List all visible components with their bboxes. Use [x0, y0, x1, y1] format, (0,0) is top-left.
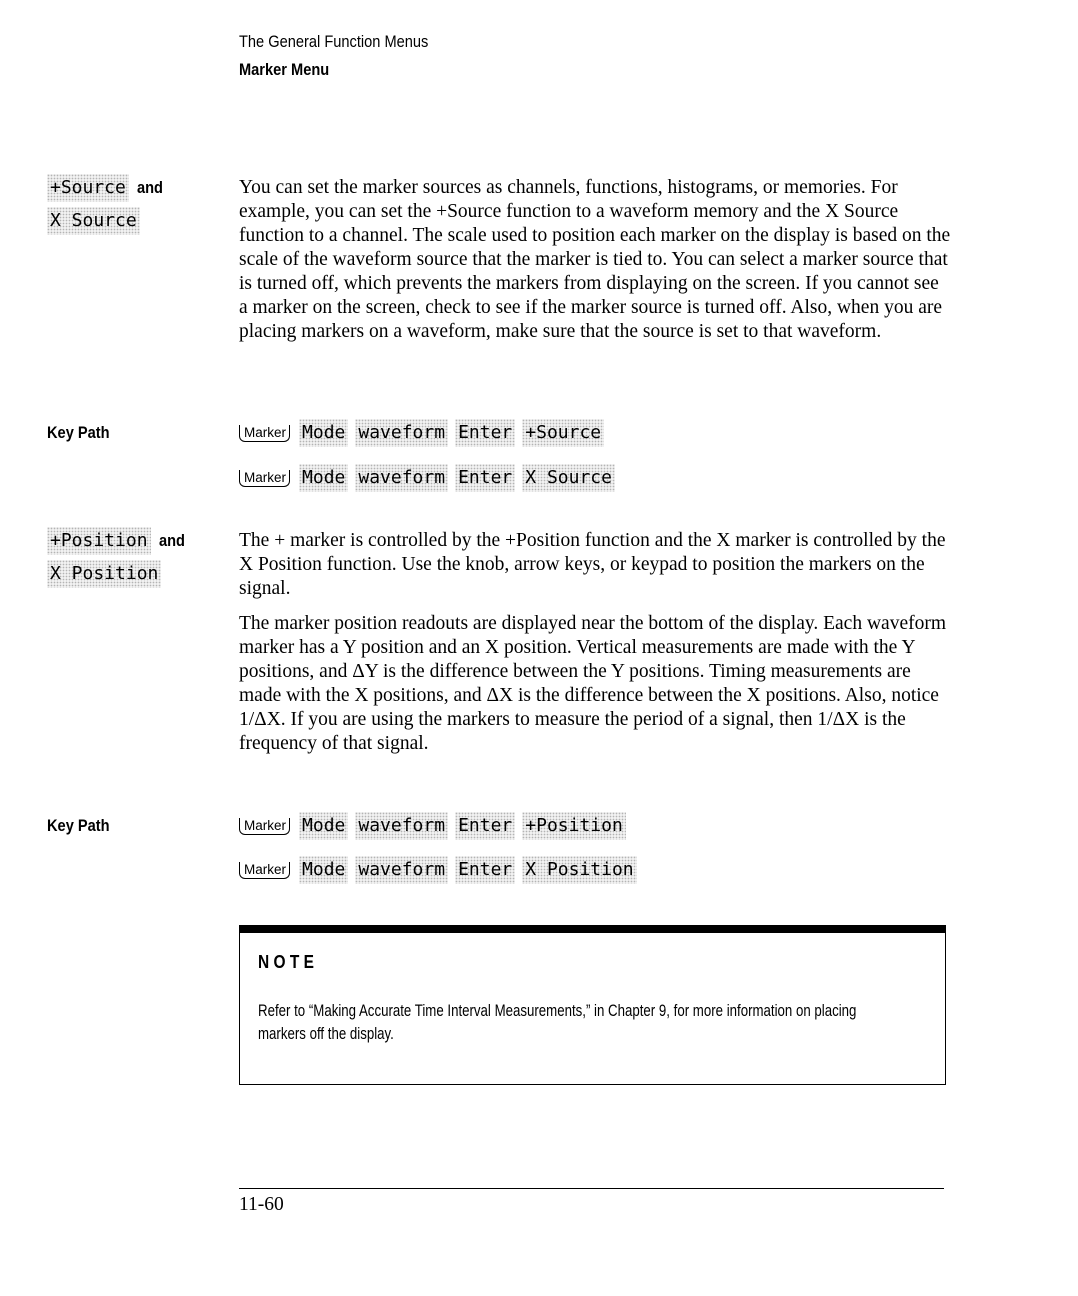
key-path-label: Key Path	[47, 816, 110, 835]
waveform-softkey[interactable]: waveform	[355, 419, 448, 447]
waveform-softkey[interactable]: waveform	[355, 464, 448, 492]
plus-source-softkey[interactable]: +Source	[47, 174, 129, 202]
note-box	[239, 925, 946, 1085]
waveform-softkey[interactable]: waveform	[355, 812, 448, 840]
footer-rule	[239, 1188, 944, 1189]
source-description: You can set the marker sources as channels, functions, histograms, or memories. For example, you can set the +Source function to a waveform memory and the X Source function to a channel. The scale used to position each marker on the display is based on the scale of the waveform source that the marker is tied to. You can select a marker source that is turned off, which prevents the markers from displaying on the screen. If you cannot see a marker on the screen, check to see if the marker source is turned off. Also, when you are placing markers on a waveform, make sure that the source is set to that waveform.	[239, 177, 951, 342]
key-path-row	[239, 856, 637, 884]
key-path-row	[239, 419, 604, 447]
x-position-softkey[interactable]: X Position	[47, 560, 161, 588]
x-position-softkey[interactable]: X Position	[522, 856, 636, 884]
mode-softkey[interactable]: Mode	[299, 419, 348, 447]
section-title: Marker Menu	[239, 60, 330, 79]
plus-position-softkey[interactable]: +Position	[47, 527, 151, 555]
and-word: and	[158, 531, 185, 550]
waveform-softkey[interactable]: waveform	[355, 856, 448, 884]
x-source-softkey[interactable]: X Source	[47, 207, 140, 235]
enter-softkey[interactable]: Enter	[455, 419, 515, 447]
plus-source-softkey[interactable]: +Source	[522, 419, 604, 447]
key-path-row	[239, 812, 626, 840]
marker-hardkey[interactable]: Marker	[239, 425, 290, 442]
position-label-group	[47, 527, 189, 555]
marker-hardkey[interactable]: Marker	[239, 818, 290, 835]
page-number: 11-60	[239, 1194, 284, 1215]
marker-hardkey[interactable]: Marker	[239, 470, 290, 487]
note-text-line: markers off the display.	[258, 1024, 394, 1043]
mode-softkey[interactable]: Mode	[299, 464, 348, 492]
position-description: The + marker is controlled by the +Position function and the X marker is controlled by the X Position function. Use the knob, arrow keys, or keypad to position the markers on the signal.	[239, 530, 946, 599]
key-path-label: Key Path	[47, 423, 110, 442]
mode-softkey[interactable]: Mode	[299, 856, 348, 884]
x-source-softkey[interactable]: X Source	[522, 464, 615, 492]
chapter-title: The General Function Menus	[239, 32, 429, 51]
source-label-group	[47, 174, 167, 202]
enter-softkey[interactable]: Enter	[455, 464, 515, 492]
enter-softkey[interactable]: Enter	[455, 856, 515, 884]
plus-position-softkey[interactable]: +Position	[522, 812, 626, 840]
and-word: and	[136, 178, 163, 197]
readout-description: The marker position readouts are displayed near the bottom of the display. Each waveform marker has a Y position and an X position. Vertical measurements are made with the Y positions, and ΔY is the difference between the Y positions. Timing measurements are made with the X positions, and ΔX is the difference between the X positions. Also, notice 1/ΔX. If you are using the markers to measure the period of a signal, then 1/ΔX is the frequency of that signal.	[239, 613, 946, 754]
enter-softkey[interactable]: Enter	[455, 812, 515, 840]
marker-hardkey[interactable]: Marker	[239, 862, 290, 879]
mode-softkey[interactable]: Mode	[299, 812, 348, 840]
note-title: NOTE	[258, 952, 319, 972]
key-path-row	[239, 464, 615, 492]
note-text-line: Refer to “Making Accurate Time Interval Measurements,” in Chapter 9, for more information on placing	[258, 1001, 857, 1020]
